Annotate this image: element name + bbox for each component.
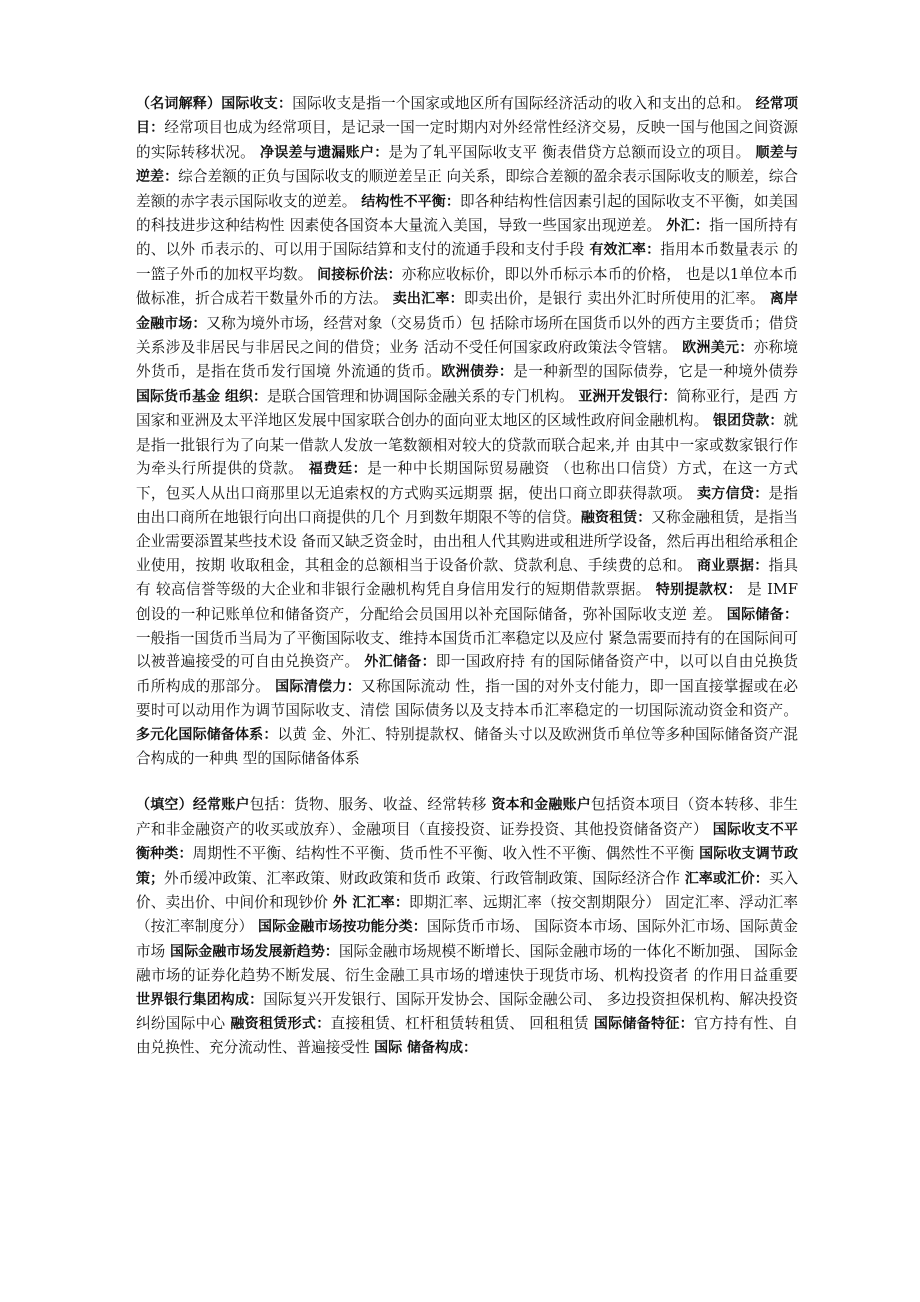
term-separator: ： [192,315,207,332]
term-definition: 直接租赁、杠杆租赁转租赁、 回租租赁 [330,1015,594,1033]
term-separator: ： [754,485,769,502]
term-separator: ： [394,895,410,911]
term-label: 国际收支调节政策 [136,846,799,887]
term-separator: ： [249,991,264,1008]
term-separator: ： [498,364,514,381]
term-separator: ： [387,266,402,283]
term-definition: 国际金融市场规模不断增长、国际金融市场的一体化不断加强、 国际金融市场的证券化趋势不断发展、衍生金融工具市场的增速快于现货市场、机构投资者 的作用日益重要 [136,942,799,985]
term-definition: 周期性不平衡、结构性不平衡、货币性不平衡、收入性不平衡、偶然性不平衡 [192,845,700,863]
document-page [136,92,798,1061]
term-label: 国际金融市场发展新趋势 [170,943,325,960]
term-label: 亚洲开发银行 [578,388,663,405]
term-definition: 即期汇率、远期汇率（按交割期限分） 固定汇率、浮动汇率（按汇率制度分） [136,894,799,936]
term-definition: 国际收支是指一个国家或地区所有国际经济活动的收入和支出的总和。 [292,95,756,112]
term-separator: ： [412,919,427,936]
term-definition: 是一种新型的国际债券，它是一种境外债券 [513,363,798,381]
term-definition: 指用本币数量表示 的一篮子外币的加权平均数。 [136,241,799,283]
term-label: 外 汇汇率 [333,895,395,911]
term-definition: 一般指一国货币当局为了平衡国际收支、维持本国货币汇率稳定以及应付 紧急需要而持有的在国际间可以被普遍接受的可自由兑换资产。 [136,629,798,671]
term-label: 间接标价法 [317,266,388,283]
term-definition: 亦称境外货币，是指在货币发行国境 外流通的货币。 [136,339,799,381]
definition-entry [393,290,770,307]
section-heading: （填空） [136,797,193,814]
term-separator: ； [150,870,165,887]
term-definition: 即各种结构性信因素引起的国际收支不平衡，如美国的科技进步这种结构性 因素使各国资本大量流入美国，导致一些国家出现逆差。 [136,192,798,235]
term-definition: 官方持有性、自由兑换性、充分流动性、普遍接受性 [136,1015,799,1057]
term-definition: 包括资本项目（资本转移、非生产和非金融资产的收买或放弃）、金融项目（直接投资、证券投资、其他投资储备资产） [136,796,799,838]
term-label: 经常项目 [136,96,799,137]
term-definition: 即卖出价，是银行 卖出外汇时所使用的汇率。 [463,290,770,308]
term-label: 净误差与遗漏账户 [259,144,375,161]
term-label: 外汇 [666,218,695,235]
term-separator: ： [637,509,652,526]
term-separator: ： [150,120,165,137]
term-definition: 包括：货物、服务、收益、经常转移 [249,796,492,814]
definition-entry [260,144,756,161]
term-label: 多元化国际储备体系 [136,726,264,743]
definition-entry [136,726,798,767]
term-definition: 指具有 较高信誉等级的大企业和非银行金融机构凭自身信用发行的短期借款票据。 [136,556,799,599]
term-label: 融资租赁 [580,509,638,526]
glossary-section [136,92,798,770]
fill-in-section [136,793,798,1060]
term-separator: ： [278,96,293,112]
term-separator: ： [445,193,460,210]
term-label: 卖方信贷 [697,485,755,502]
term-label: 结构性不平衡 [361,193,446,210]
term-separator: ： [164,169,179,186]
term-label: 外汇储备 [364,654,422,671]
term-separator: ： [662,388,677,405]
definition-entry [136,388,578,405]
definition-entry [441,363,798,380]
term-definition: 综合差额的正负与国际收支的顺逆差呈正 向关系，即综合差额的盈余表示国际收支的顺差，综合差额的赤字表示国际收支的逆差。 [136,168,798,210]
term-label: 国际金融市场按功能分类 [258,919,413,936]
term-label: 特别提款权 [655,582,728,599]
term-label: 离岸金融市场 [136,291,799,332]
term-definition: 亦称应收标价，即以外币标示本币的价格， 也是以1单位本币做标准，折合成若干数量外币的方法。 [136,265,798,308]
term-label: 顺差与逆差 [136,144,799,186]
definition-entry [193,796,492,813]
term-separator: ： [374,144,389,161]
term-separator: ： [463,1040,478,1057]
term-definition: 就是指一批银行为了向某一借款人发放一笔数额相对较大的贷款而联合起来,并 由其中一家或数家银行作为牵头行所提供的贷款。 [136,412,799,478]
term-definition: 买入价、卖出价、中间价和现钞价 [136,869,799,911]
term-label: 欧洲美元 [682,340,740,357]
term-separator: ： [646,242,661,259]
term-separator: ： [316,1016,331,1033]
term-separator: ： [263,726,278,743]
term-label: 卖出汇率 [392,291,450,308]
term-label: 商业票据 [697,557,755,574]
term-definition: 是一种中长期国际贸易融资 （也称出口信贷）方式，在这一方式下，包买人从出口商那里以无追索权的方式购买远期票 据，使出口商立即获得款项。 [136,460,799,502]
term-definition: 是指由出口商所在地银行向出口商提供的几个 月到数年期限不等的信贷。 [136,484,799,526]
term-separator: ： [352,461,368,478]
term-definition: 又称国际流动 性，指一国的对外支付能力，即一国直接掌握或在必要时可以动用作为调节国际收支、清偿 国际债务以及支持本币汇率稳定的一切国际流动资金和资产。 [136,677,799,720]
term-label: 国际收支不平衡种类 [136,821,799,863]
term-definition: 经常项目也成为经常项目，是记录一国一定时期内对外经常性经济交易，反映一国与他国之间资源的实际转移状况。 [136,119,799,161]
term-separator: ： [754,870,769,887]
term-label: 经常账户 [192,797,250,814]
term-label: 国际 储备构成 [374,1040,464,1057]
term-separator: ： [324,943,339,960]
term-separator: ： [178,846,193,863]
term-definition: 是联合国管理和协调国际金融关系的专门机构。 [267,387,579,405]
term-label: 汇率或汇价 [684,870,755,887]
term-label: 国际货币基金 组织 [136,388,253,405]
term-definition: 即一国政府持 有的国际储备资产中，以可以自由兑换货币所构成的那部分。 [136,653,799,695]
term-label: 资本和金融账户 [491,797,591,814]
term-label: 福费廷 [308,461,353,478]
term-definition: 外币缓冲政策、汇率政策、财政政策和货币 政策、行政管制政策、国际经济合作 [164,869,685,887]
term-separator: ： [727,582,743,599]
term-definition: 国际复兴开发银行、国际开发协会、国际金融公司、 多边投资担保机构、解决投资纠纷国际中心 [136,990,798,1033]
term-definition: 指一国所持有的、以外 币表示的、可以用于国际结算和支付的流通手段和支付手段 [136,217,799,259]
term-definition: 简称亚行，是西 方国家和亚洲及太平洋地区发展中国家联合创办的面向亚太地区的区域性政府间金融机构。 [136,387,799,430]
term-definition: 国际货币市场、 国际资本市场、国际外汇市场、国际黄金市场 [136,918,799,960]
term-separator: ： [754,557,769,574]
term-separator: ： [449,291,464,308]
term-separator: ： [421,654,436,671]
term-definition: 是 IMF 创设的一种记账单位和储备资产，分配给会员国用以补充国际储备，弥补国际收支逆 差。 [136,581,799,623]
term-label: 国际清偿力 [275,678,347,695]
term-definition: 又称金融租赁，是指当企业需要添置某些技术设 备而又缺乏资金时，由出租人代其购进或租进所学设备，然后再出租给承租企业使用，按期 收取租金，其租金的总额相当于设备价款、贷款利息、手续费的总和。 [136,508,798,574]
section-heading: （名词解释） [136,96,222,112]
term-separator: ： [739,340,754,357]
term-definition: 以黄 金、外汇、特别提款权、储备头寸以及欧洲货币单位等多种国际储备资产混合构成的一种典 型的国际储备体系 [136,725,798,767]
term-label: 融资租赁形式 [230,1016,317,1033]
term-label: 世界银行集团构成 [136,991,250,1008]
term-definition: 又称为境外市场，经营对象（交易货币）包 括除市场所在国货币以外的西方主要货币；借贷关系涉及非居民与非居民之间的借贷；业务 活动不受任何国家政府政策法令管辖。 [136,314,799,357]
term-label: 国际收支 [221,96,278,112]
term-label: 有效汇率 [589,242,647,259]
term-label: 欧洲债券 [441,364,499,381]
definition-entry [136,943,798,984]
term-separator: ： [679,1016,694,1033]
term-separator: ： [694,218,710,235]
term-label: 银团贷款 [712,413,770,430]
term-separator: ： [769,413,784,430]
definition-entry [230,1015,593,1032]
definition-entry [221,95,755,112]
term-separator: ： [784,606,798,623]
definition-entry [374,1039,477,1056]
term-definition: 是为了轧平国际收支平 衡表借贷方总额而设立的项目。 [388,143,756,161]
term-separator: ： [346,678,362,695]
term-label: 国际储备特征 [593,1016,680,1033]
term-separator: ： [253,388,268,405]
term-label: 国际储备 [726,606,784,623]
